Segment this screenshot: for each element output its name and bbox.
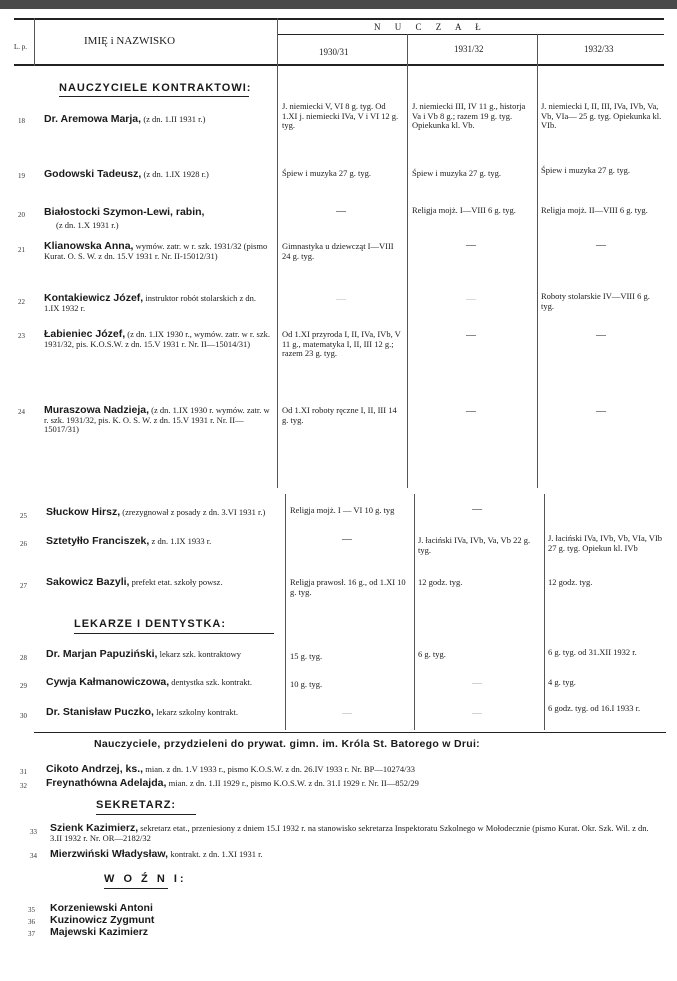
person-name: Godowski Tadeusz, [44,168,142,180]
person-note: dentystka szk. kontrakt. [171,677,252,687]
person-note: (zrezygnował z posady z dn. 3.VI 1931 r.) [122,507,266,517]
person-name: Klianowska Anna, [44,240,134,252]
person-name: Sztetyłło Franciszek, [46,535,150,547]
section-underline [74,633,274,634]
name-column-header: IMIĘ i NAZWISKO [84,35,176,47]
cell-1930-31: Religja mojż. I — VI 10 g. tyg [290,505,395,515]
person-name: Korzeniewski Antoni [50,902,153,914]
row-number: 24 [18,408,25,416]
row-number: 33 [30,828,37,836]
person-name: Kuzinowicz Zygmunt [50,914,155,926]
col-divider-lp [34,18,35,66]
cell-1932-33: 12 godz. tyg. [548,577,593,587]
section-janitors: W O Ź N I: [104,873,187,885]
year-header-3: 1932/33 [584,44,614,54]
person-note: lekarz szk. kontraktowy [159,649,242,659]
person-note: (z dn. 1.IX 1928 r.) [143,169,209,179]
person-name: Mierzwiński Władysław, [50,848,169,860]
col-divider-1 [277,18,278,488]
person-name: Sakowicz Bazyli, [46,576,130,588]
teaching-header: N U C Z A Ł [374,22,487,32]
cell-1931-32: Śpiew i muzyka 27 g. tyg. [412,168,502,178]
cell-1931-32: — [472,504,482,515]
cell-1931-32: — [466,330,476,341]
cell-1930-31: 10 g. tyg. [290,679,323,689]
cell-1932-33: 6 g. tyg. od 31.XII 1932 r. [548,647,637,657]
cell-1930-31: Od 1.XI przyroda I, II, IVa, IVb, V 11 g., matematyka I, II, III 12 g.; razem 23 g. tyg. [282,329,401,358]
person-name: Słuckow Hirsz, [46,506,121,518]
person-name: Cikoto Andrzej, ks., [46,763,144,775]
cell-1931-32: — [472,708,482,719]
cell-1932-33: 6 godz. tyg. od 16.I 1933 r. [548,703,641,713]
person-note: mian. z dn. 1.II 1929 r., pismo K.O.S.W. z dn. 31.I 1929 r. Nr. II—852/29 [168,778,419,788]
lp-header: L. p. [14,43,28,51]
upper-scan-page [14,14,664,494]
header-top-rule [14,18,664,20]
person-note: sekretarz etat., przeniesiony z dniem 15.I 1932 r. na stanowisko sekretarza Inspektoratu Szkolnego w Mołodecznie (pismo Kurat. Okr. Szk. Wil. z dn. 3.II 1932 r. Nr. OR—2182/32 [50,823,649,843]
cell-1930-31: Śpiew i muzyka 27 g. tyg. [282,168,372,178]
row-number: 25 [20,512,27,520]
cell-1931-32: — [472,678,482,689]
cell-1932-33: J. łaciński IVa, IVb, Vb, VIa, VIb 27 g. tyg. Opiekun kl. IVb [548,533,663,553]
col-divider-2 [414,494,415,730]
person-name: Majewski Kazimierz [50,926,149,938]
cell-1930-31: Od 1.XI roboty ręczne I, II, III 14 g. tyg. [282,405,397,425]
person-note: wymów. zatr. w r. szk. 1931/32 (pismo Kurat. O. S. W. z dn. 15.V 1931 r. Nr. II-15012/31) [44,241,268,261]
section-secretary: SEKRETARZ: [96,799,177,811]
col-divider-3 [537,34,538,488]
person-note: (z dn. 1.X 1931 r.) [56,220,119,230]
cell-1932-33: — [596,240,606,251]
header-bottom-rule [14,64,664,66]
year-header-1: 1930/31 [319,47,349,57]
person-note: (z dn. 1.IX 1930 r. wymów. zatr. w r. szk. 1931/32, pis. K. O. S. W. z dn. 15.V 1931 r. Nr. II—15017/31) [44,405,270,434]
person-note: lekarz szkolny kontrakt. [156,707,238,717]
person-name: Dr. Aremowa Marja, [44,113,142,125]
col-divider-2 [407,34,408,488]
section-doctors: LEKARZE I DENTYSTKA: [74,618,226,630]
cell-1930-31: 15 g. tyg. [290,651,323,661]
person-name: Białostocki Szymon-Lewi, rabin, [44,206,205,218]
cell-1930-31: — [342,708,352,719]
person-note: z dn. 1.IX 1933 r. [151,536,212,546]
row-number: 19 [18,172,25,180]
cell-1932-33: 4 g. tyg. [548,677,576,687]
lower-scan-page [14,494,664,974]
person-note: mian. z dn. 1.V 1933 r., pismo K.O.S.W. z dn. 26.IV 1933 r. Nr. BP—10274/33 [145,764,416,774]
cell-1931-32: — [466,240,476,251]
cell-1930-31: — [336,294,346,305]
row-number: 32 [20,782,27,790]
cell-1932-33: J. niemiecki I, II, III, IVa, IVb, Va, Vb, VIa— 25 g. tyg. Opiekunka kl. VIb. [541,101,662,130]
row-number: 26 [20,540,27,548]
cell-1931-32: — [466,294,476,305]
cell-1931-32: 6 g. tyg. [418,649,446,659]
cell-1931-32: Religja mojż. I—VIII 6 g. tyg. [412,205,516,215]
top-dark-bar [0,0,677,9]
row-number: 34 [30,852,37,860]
cell-1932-33: — [596,330,606,341]
row-number: 37 [28,930,35,938]
cell-1932-33: — [596,406,606,417]
person-note: (z dn. 1.IX 1930 r., wymów. zatr. w r. szk. 1931/32, pis. K.O.S.W. z dn. 15.V 1931 r. Nr. II—15014/31) [44,329,270,349]
person-note: (z dn. 1.II 1931 r.) [143,114,206,124]
section-contract-teachers: NAUCZYCIELE KONTRAKTOWI: [59,82,252,94]
person-name: Cywja Kałmanowiczowa, [46,676,170,688]
cell-1930-31: Gimnastyka u dziewcząt I—VIII 24 g. tyg. [282,241,394,261]
person-name: Muraszowa Nadzieja, [44,404,150,416]
cell-1932-33: Śpiew i muzyka 27 g. tyg. [541,165,631,175]
row-number: 36 [28,918,35,926]
cell-1930-31: Religja prawosł. 16 g., od 1.XI 10 g. tyg. [290,577,406,597]
person-note: kontrakt. z dn. 1.XI 1931 r. [170,849,263,859]
cell-1930-31: — [342,534,352,545]
col-divider-1 [285,494,286,730]
person-name: Dr. Stanisław Puczko, [46,706,154,718]
row-number: 35 [28,906,35,914]
year-header-2: 1931/32 [454,44,484,54]
row-number: 18 [18,117,25,125]
cell-1930-31: J. niemiecki V, VI 8 g. tyg. Od 1.XI j. niemiecki IVa, V i VI 12 g. tyg. [282,101,399,130]
col-divider-3 [544,494,545,730]
person-name: Szienk Kazimierz, [50,822,139,834]
person-note: instruktor robót stolarskich z dn. 1.IX 1932 r. [44,293,257,313]
person-name: Kontakiewicz Józef, [44,292,144,304]
person-note: prefekt etat. szkoły powsz. [131,577,223,587]
row-number: 27 [20,582,27,590]
cell-1932-33: Roboty stolarskie IV—VIII 6 g. tyg. [541,291,650,311]
person-name: Freynathówna Adelajda, [46,777,167,789]
table-bottom-rule [34,732,666,733]
row-number: 30 [20,712,27,720]
cell-1930-31: — [336,206,346,217]
cell-1931-32: — [466,406,476,417]
row-number: 28 [20,654,27,662]
row-number: 31 [20,768,27,776]
row-number: 22 [18,298,25,306]
cell-1931-32: 12 godz. tyg. [418,577,463,587]
row-number: 21 [18,246,25,254]
teaching-subheader-rule [277,34,664,35]
cell-1932-33: Religja mojż. II—VIII 6 g. tyg. [541,205,648,215]
row-number: 20 [18,211,25,219]
person-name: Łabieniec Józef, [44,328,126,340]
person-name: Dr. Marjan Papuziński, [46,648,158,660]
cell-1931-32: J. łaciński IVa, IVb, Va, Vb 22 g. tyg. [418,535,531,555]
row-number: 23 [18,332,25,340]
section-underline [96,814,196,815]
section-underline [104,888,168,889]
row-number: 29 [20,682,27,690]
section-underline [59,96,249,97]
cell-1931-32: J. niemiecki III, IV 11 g., historja Va i Vb 8 g.; razem 19 g. tyg. Opiekunka kl. Vb. [412,101,526,130]
section-assigned-teachers: Nauczyciele, przydzieleni do prywat. gimn. im. Króla St. Batorego w Drui: [94,738,480,750]
